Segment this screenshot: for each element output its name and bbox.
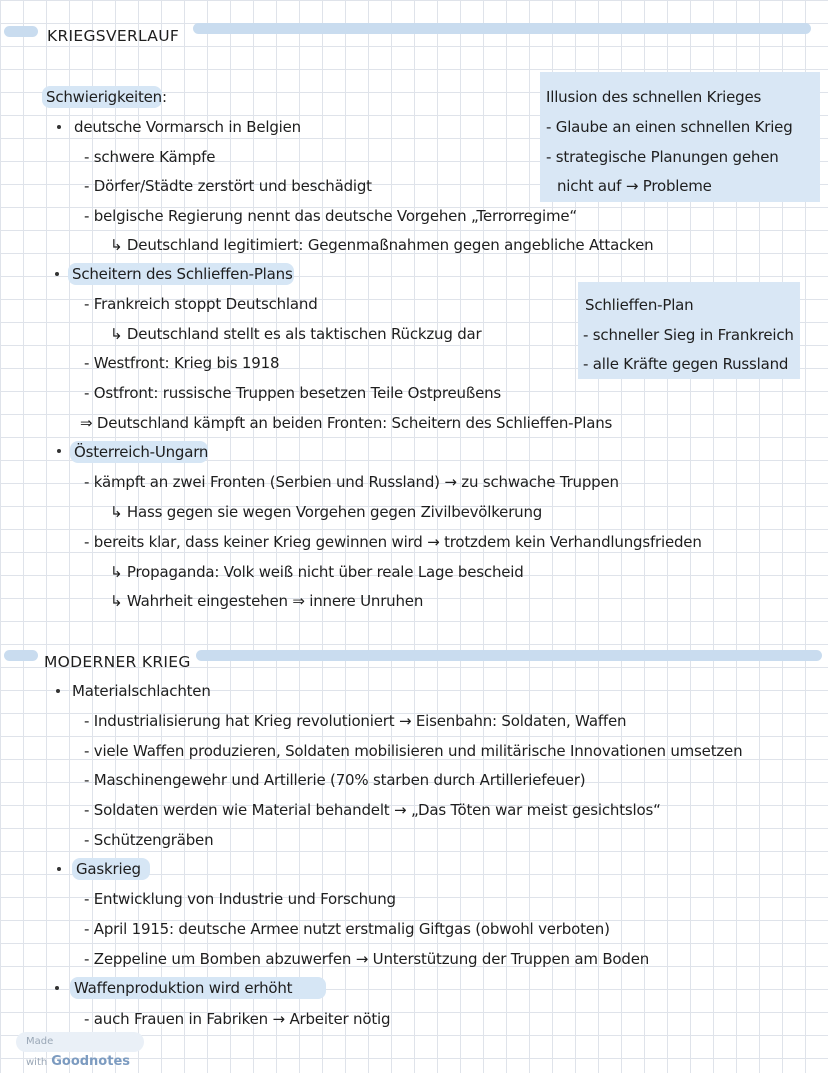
section-title-moderner-krieg: MODERNER KRIEG [44, 653, 191, 671]
title-bar-left [4, 26, 38, 37]
list-item: - kämpft an zwei Fronten (Serbien und Russland) → zu schwache Truppen [84, 473, 619, 491]
list-item: - Westfront: Krieg bis 1918 [84, 354, 280, 372]
illusion-box-line: - strategische Planungen gehen [546, 148, 779, 166]
list-subitem: ↳ Deutschland stellt es als taktischen Rückzug dar [110, 325, 482, 343]
difficulties-heading: Schwierigkeiten: [46, 88, 167, 106]
austria-heading: Österreich-Ungarn [74, 443, 209, 461]
bullet [57, 125, 61, 129]
list-item: - Industrialisierung hat Krieg revolutioniert → Eisenbahn: Soldaten, Waffen [84, 712, 627, 730]
bullet [57, 449, 61, 453]
list-item: - viele Waffen produzieren, Soldaten mobilisieren und militärische Innovationen umsetzen [84, 742, 743, 760]
list-item: - April 1915: deutsche Armee nutzt erstmalig Giftgas (obwohl verboten) [84, 920, 610, 938]
list-item: - Zeppeline um Bomben abzuwerfen → Unterstützung der Truppen am Boden [84, 950, 650, 968]
bullet [55, 986, 59, 990]
schlieffen-fail-heading: Scheitern des Schlieffen-Plans [72, 265, 293, 283]
schlieffen-box-line: - alle Kräfte gegen Russland [583, 355, 789, 373]
bullet [56, 689, 60, 693]
title-bar-left [4, 650, 38, 661]
list-subitem: ↳ Wahrheit eingestehen ⇒ innere Unruhen [110, 592, 424, 610]
schlieffen-box-line: - schneller Sieg in Frankreich [583, 326, 794, 344]
list-item: - belgische Regierung nennt das deutsche Vorgehen „Terrorregime“ [84, 207, 577, 225]
list-subitem: ↳ Propaganda: Volk weiß nicht über reale Lage bescheid [110, 563, 524, 581]
bullet [55, 272, 59, 276]
list-item: - auch Frauen in Fabriken → Arbeiter nötig [84, 1010, 391, 1028]
illusion-box-line: nicht auf → Probleme [557, 177, 712, 195]
illusion-box-line: - Glaube an einen schnellen Krieg [546, 118, 793, 136]
section-title-kriegsverlauf: KRIEGSVERLAUF [47, 27, 180, 45]
watermark-brand: Goodnotes [51, 1054, 131, 1069]
gas-heading: Gaskrieg [76, 860, 141, 878]
goodnotes-watermark [16, 1032, 144, 1069]
list-item: - Ostfront: russische Truppen besetzen Teile Ostpreußens [84, 384, 502, 402]
list-subitem: ↳ Deutschland legitimiert: Gegenmaßnahmen gegen angebliche Attacken [110, 236, 654, 254]
list-item: - Frankreich stoppt Deutschland [84, 295, 318, 313]
belgium-heading: deutsche Vormarsch in Belgien [74, 118, 301, 136]
list-item: - schwere Kämpfe [84, 148, 216, 166]
title-bar-right [196, 650, 822, 661]
list-item: - Schützengräben [84, 831, 214, 849]
list-item: - Soldaten werden wie Material behandelt → „Das Töten war meist gesichtslos“ [84, 801, 661, 819]
list-item: - bereits klar, dass keiner Krieg gewinnen wird → trotzdem kein Verhandlungsfrieden [84, 533, 702, 551]
conclusion: ⇒ Deutschland kämpft an beiden Fronten: Scheitern des Schlieffen-Plans [80, 414, 613, 432]
bullet [57, 867, 61, 871]
list-item: - Dörfer/Städte zerstört und beschädigt [84, 177, 372, 195]
schlieffen-box-title: Schlieffen-Plan [585, 296, 694, 314]
list-item: - Entwicklung von Industrie und Forschung [84, 890, 396, 908]
watermark-prefix: Made with [26, 1036, 54, 1068]
list-subitem: ↳ Hass gegen sie wegen Vorgehen gegen Zivilbevölkerung [110, 503, 543, 521]
material-heading: Materialschlachten [72, 682, 211, 700]
weapons-heading: Waffenproduktion wird erhöht [74, 979, 293, 997]
illusion-box-title: Illusion des schnellen Krieges [546, 88, 762, 106]
title-bar-right [193, 23, 811, 34]
list-item: - Maschinengewehr und Artillerie (70% starben durch Artilleriefeuer) [84, 771, 586, 789]
